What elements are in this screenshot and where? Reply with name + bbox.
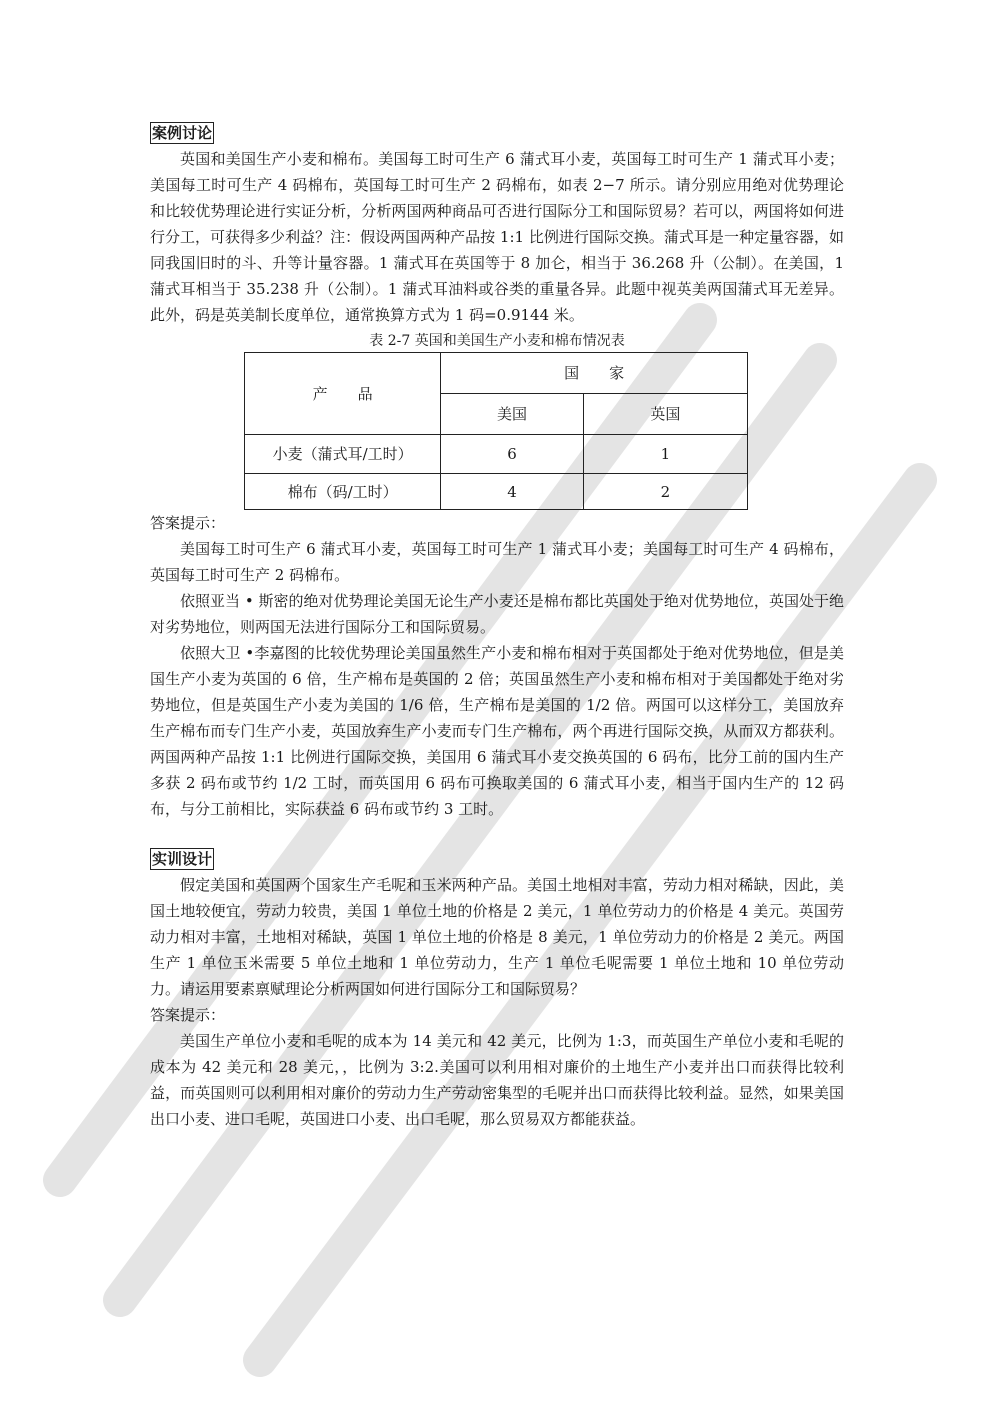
training-intro: 假定美国和英国两个国家生产毛呢和玉米两种产品。美国土地相对丰富，劳动力相对稀缺，因此，美国土地较便宜，劳动力较贵，美国 1 单位土地的价格是 2 美元，1 单位劳动力的价格是 4 美元。英国劳动力相对丰富，土地相对稀缺，英国 1 单位土地的价格是 8 美元，1 单位劳动力的价格是 2 美元。两国生产 1 单位玉米需要 5 单位土地和 1 单位劳动力，生产 1 单位毛呢需要 1 单位土地和 10 单位劳动力。请运用要素禀赋理论分析两国如何进行国际分工和国际贸易？ (150, 876, 844, 998)
usa-value: 4 (441, 474, 583, 510)
product-header: 产 品 (245, 353, 441, 435)
case-intro: 英国和美国生产小麦和棉布。美国每工时可生产 6 蒲式耳小麦，英国每工时可生产 1 蒲式耳小麦；美国每工时可生产 4 码棉布，英国每工时可生产 2 码棉布，如表 2−7 所示。请分别应用绝对优势理论和比较优势理论进行实证分析，分析两国两种商品可否进行国际分工和国际贸易？若可以，两国将如何进行分工，可获得多少利益？注：假设两国两种产品按 1:1 比例进行国际交换。蒲式耳是一种定量容器，如同我国旧时的斗、升等计量容器。1 蒲式耳在英国等于 8 加仑，相当于 36.268 升（公制）。在美国，1 蒲式耳相当于 35.238 升（公制）。1 蒲式耳油料或谷类的重量各异。此题中视英美两国蒲式耳无差异。此外，码是英美制长度单位，通常换算方式为 1 码=0.9144 米。 (150, 150, 844, 324)
answer-label: 答案提示： (150, 514, 226, 532)
country-header: 国 家 (441, 353, 748, 394)
production-table (244, 352, 748, 510)
usa-value: 6 (441, 435, 583, 474)
answer-label: 答案提示： (150, 1006, 226, 1024)
uk-value: 1 (583, 435, 747, 474)
table-caption: 表 2-7 英国和美国生产小麦和棉布情况表 (369, 333, 625, 349)
answer-paragraph: 依照亚当 • 斯密的绝对优势理论美国无论生产小麦还是棉布都比英国处于绝对优势地位，英国处于绝对劣势地位，则两国无法进行国际分工和国际贸易。 (150, 592, 844, 636)
row-label: 小麦（蒲式耳/工时） (245, 435, 441, 474)
training-section (150, 846, 844, 1002)
case-section (150, 120, 844, 328)
answer-paragraph: 美国生产单位小麦和毛呢的成本为 14 美元和 42 美元，比例为 1:3，而英国生产单位小麦和毛呢的成本为 42 美元和 28 美元，，比例为 3:2.美国可以利用相对廉价的土地生产小麦并出口而获得比较利益，而英国则可以利用相对廉价的劳动力生产劳动密集型的毛呢并出口而获得比较利益。显然，如果美国出口小麦、进口毛呢，英国进口小麦、出口毛呢，那么贸易双方都能获益。 (150, 1032, 844, 1128)
table-row (245, 435, 748, 474)
answer-paragraph: 美国每工时可生产 6 蒲式耳小麦，英国每工时可生产 1 蒲式耳小麦；美国每工时可生产 4 码棉布，英国每工时可生产 2 码棉布。 (150, 540, 844, 584)
answer-section-2 (150, 1002, 844, 1132)
answer-section-1 (150, 510, 844, 822)
usa-column-header: 美国 (441, 394, 583, 435)
answer-paragraph: 依照大卫 •李嘉图的比较优势理论美国虽然生产小麦和棉布相对于英国都处于绝对优势地位，但是美国生产小麦为英国的 6 倍，生产棉布是英国的 2 倍；英国虽然生产小麦和棉布相对于美国都处于绝对劣势地位，但是英国生产小麦为美国的 1/6 倍，生产棉布是美国的 1/2 倍。两国可以这样分工，美国放弃生产棉布而专门生产小麦，英国放弃生产小麦而专门生产棉布，两个再进行国际交换，从而双方都获利。两国两种产品按 1:1 比例进行国际交换，美国用 6 蒲式耳小麦交换英国的 6 码布，比分工前的国内生产多获 2 码布或节约 1/2 工时，而英国用 6 码布可换取美国的 6 蒲式耳小麦，相当于国内生产的 12 码布，与分工前相比，实际获益 6 码布或节约 3 工时。 (150, 644, 844, 818)
row-label: 棉布（码/工时） (245, 474, 441, 510)
training-section-title: 实训设计 (152, 850, 213, 868)
document-page (150, 120, 844, 1132)
uk-value: 2 (583, 474, 747, 510)
uk-column-header: 英国 (583, 394, 747, 435)
table-row (245, 474, 748, 510)
case-section-title: 案例讨论 (152, 124, 213, 142)
